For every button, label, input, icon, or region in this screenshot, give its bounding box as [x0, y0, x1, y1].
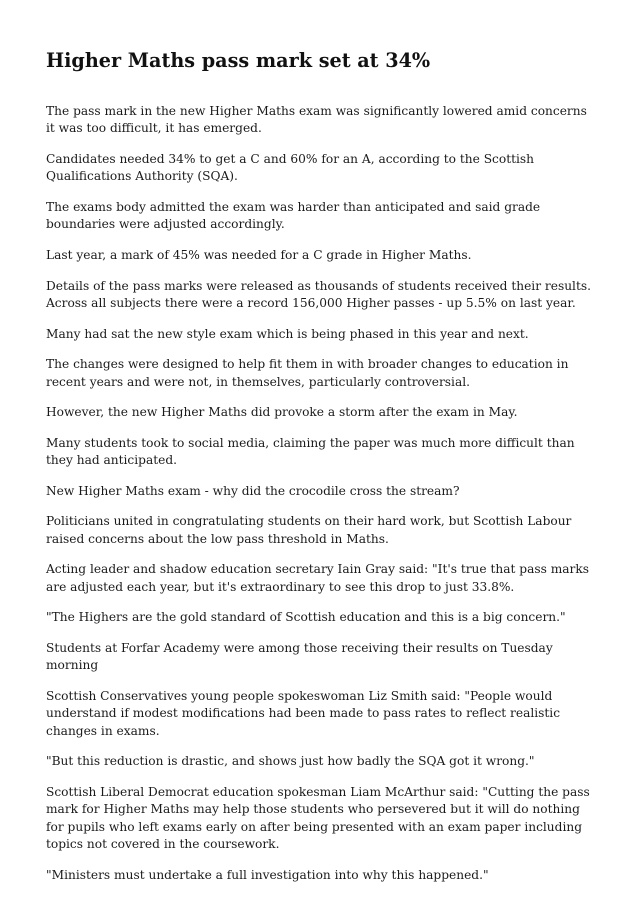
- article-paragraph: Scottish Conservatives young people spokeswoman Liz Smith said: "People would understand if modest modifications had been made to pass rates to reflect realistic changes in exams.: [46, 688, 561, 738]
- article-paragraph: "Ministers must undertake a full investigation into why this happened.": [46, 867, 489, 882]
- article-paragraph: However, the new Higher Maths did provoke a storm after the exam in May.: [46, 405, 518, 420]
- article-paragraph: The pass mark in the new Higher Maths exam was significantly lowered amid concerns it was too difficult, it has emerged.: [46, 104, 587, 136]
- article-paragraph: Candidates needed 34% to get a C and 60% for an A, according to the Scottish Qualifications Authority (SQA).: [46, 152, 535, 184]
- article-paragraph: Details of the pass marks were released as thousands of students received their results. Across all subjects there were a record 156,000 Higher passes - up 5.5% on last year.: [46, 278, 591, 310]
- article-paragraph: Many had sat the new style exam which is being phased in this year and next.: [46, 326, 529, 341]
- article-paragraph: Scottish Liberal Democrat education spokesman Liam McArthur said: "Cutting the pass mark for Higher Maths may help those students who persevered but it will do nothing for pupils who left exams early on after being presented with an exam paper including topics not covered in the coursework.: [46, 784, 590, 852]
- article-paragraph: "But this reduction is drastic, and shows just how badly the SQA got it wrong.": [46, 754, 535, 769]
- article-paragraph: The exams body admitted the exam was harder than anticipated and said grade boundaries were adjusted accordingly.: [46, 200, 541, 232]
- article-paragraph: Politicians united in congratulating students on their hard work, but Scottish Labour raised concerns about the low pass threshold in Maths.: [46, 514, 572, 546]
- article-paragraph: New Higher Maths exam - why did the crocodile cross the stream?: [46, 483, 460, 498]
- article-paragraph: Many students took to social media, claiming the paper was much more difficult than they had anticipated.: [46, 435, 575, 468]
- article-paragraph: Last year, a mark of 45% was needed for a C grade in Higher Maths.: [46, 248, 472, 262]
- article-paragraph: Acting leader and shadow education secretary Iain Gray said: "It's true that pass marks are adjusted each year, but it's extraordinary to see this drop to just 33.8%.: [46, 562, 590, 594]
- article-paragraph: "The Highers are the gold standard of Scottish education and this is a big concern.": [46, 610, 566, 625]
- article-title: Higher Maths pass mark set at 34%: [46, 49, 431, 72]
- article-paragraph: The changes were designed to help fit them in with broader changes to education in recent years and were not, in themselves, particularly controversial.: [46, 357, 569, 389]
- article-paragraph: Students at Forfar Academy were among those receiving their results on Tuesday morning: [46, 640, 553, 673]
